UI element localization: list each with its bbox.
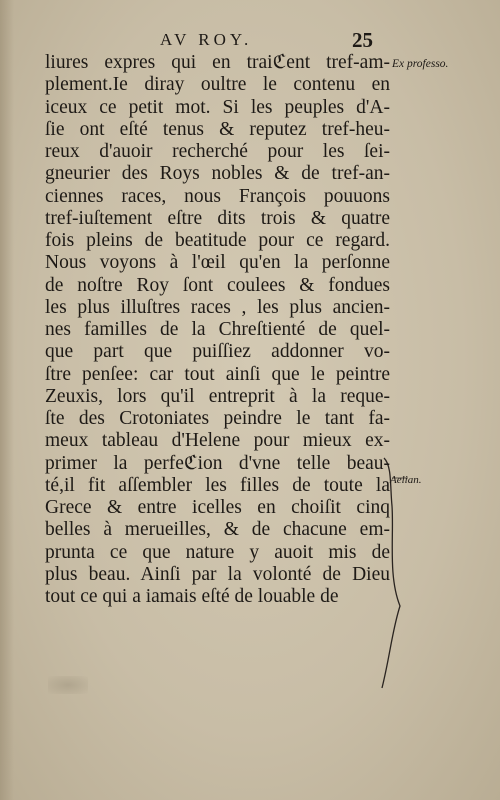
text-line: prunta ce que nature y auoit mis de	[45, 541, 390, 563]
text-line: Nous voyons à l'œil qu'en la perſonne	[45, 252, 390, 274]
text-line: que part que puiſſiez addonner vo-	[45, 341, 390, 363]
text-line: ciennes races, nous François pouuons	[45, 185, 390, 207]
text-line: Grece & entre icelles en choiſit cinq	[45, 497, 390, 518]
text-line: reux d'auoir recherché pour les ſei-	[45, 141, 390, 162]
ink-smudge	[48, 676, 88, 694]
margin-note-ex-professo: Ex professo.	[392, 58, 449, 70]
text-line: iceux ce petit mot. Si les peuples d'A-	[45, 96, 390, 118]
text-line: tref-iuſtement eſtre dits trois & quatre	[45, 207, 390, 229]
text-line: les plus illuſtres races , les plus ancien-	[45, 296, 390, 318]
text-line: ſie ont eſté tenus & reputez tref-heu-	[45, 118, 390, 140]
text-line: meux tableau d'Helene pour mieux ex-	[45, 430, 390, 452]
text-line: ſtre penſee: car tout ainſi que le peintre	[45, 363, 390, 385]
text-line: ſte des Crotoniates peindre le tant fa-	[45, 408, 390, 429]
page-gutter-shadow	[0, 0, 14, 800]
text-line: liures expres qui en traiℭent tref-am-	[45, 52, 390, 73]
text-line: té,il fit aſſembler les filles de toute la	[45, 474, 390, 496]
text-line: de noſtre Roy ſont coulees & fondues	[45, 274, 390, 296]
text-line: plement.Ie diray oultre le contenu en	[45, 74, 390, 96]
body-text	[45, 52, 390, 608]
text-line: primer la perfeℭion d'vne telle beau-	[45, 452, 390, 474]
margin-note-aelian: Aelian.	[390, 474, 422, 486]
text-line: nes familles de la Chreſtienté de quel-	[45, 319, 390, 340]
running-head: AV ROY.	[160, 30, 253, 49]
text-line: belles à merueilles, & de chacune em-	[45, 519, 390, 541]
text-line: tout ce qui a iamais eſté de louable de	[45, 586, 339, 607]
text-line: fois pleins de beatitude pour ce regard.	[45, 230, 390, 251]
text-line: plus beau. Ainſi par la volonté de Dieu	[45, 563, 390, 585]
text-line: gneurier des Roys nobles & de tref-an-	[45, 163, 390, 185]
text-line: Zeuxis, lors qu'il entreprit à la reque-	[45, 385, 390, 407]
page-number: 25	[352, 28, 373, 52]
